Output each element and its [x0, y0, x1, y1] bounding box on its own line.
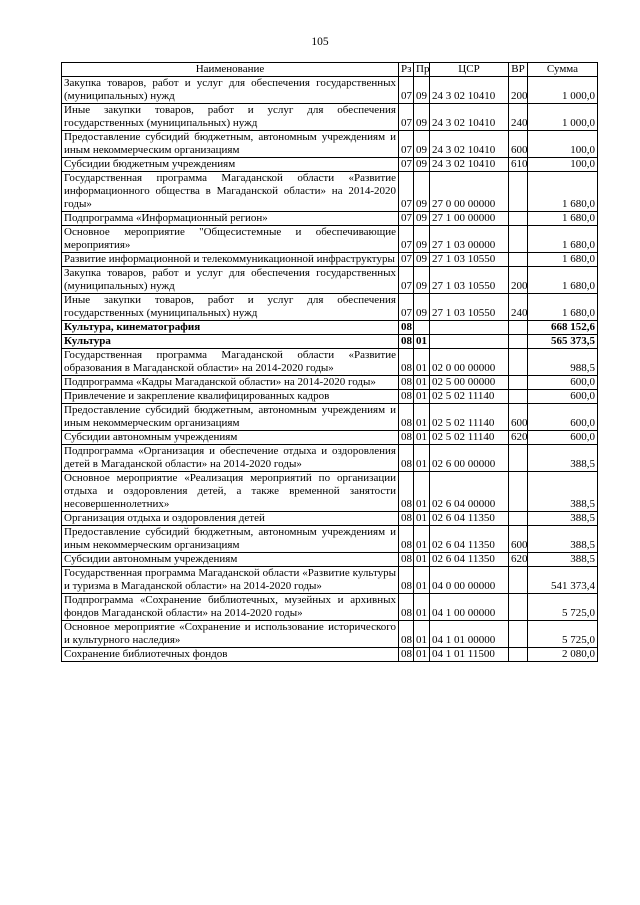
cell-csr: 02 6 00 00000: [430, 445, 509, 472]
cell-name: Предоставление субсидий бюджетным, автономным учреждениям и иным некоммерческим организациям: [62, 131, 399, 158]
cell-sum: 541 373,4: [528, 567, 598, 594]
cell-rz: 07: [399, 104, 414, 131]
cell-sum: 100,0: [528, 131, 598, 158]
cell-csr: 27 1 03 10550: [430, 267, 509, 294]
cell-sum: 600,0: [528, 376, 598, 390]
table-body: [62, 77, 598, 662]
table-row: [62, 621, 598, 648]
table-row: [62, 512, 598, 526]
cell-vr: [509, 594, 528, 621]
cell-rz: 08: [399, 621, 414, 648]
cell-pr: 09: [414, 77, 430, 104]
cell-name: Культура, кинематография: [62, 321, 399, 335]
cell-rz: 08: [399, 376, 414, 390]
cell-csr: 02 6 04 11350: [430, 553, 509, 567]
cell-csr: 02 5 02 11140: [430, 404, 509, 431]
table-row: [62, 445, 598, 472]
table-header: [62, 63, 598, 77]
cell-vr: 610: [509, 158, 528, 172]
cell-vr: [509, 376, 528, 390]
cell-pr: 09: [414, 131, 430, 158]
cell-name: Основное мероприятие "Общесистемные и обеспечивающие мероприятия»: [62, 226, 399, 253]
cell-vr: [509, 472, 528, 512]
cell-pr: 01: [414, 648, 430, 662]
cell-name: Государственная программа Магаданской области «Развитие информационного общества в Магаданской области» на 2014-2020 годы»: [62, 172, 399, 212]
cell-csr: 02 5 00 00000: [430, 376, 509, 390]
table-row: [62, 158, 598, 172]
cell-csr: 27 1 03 10550: [430, 294, 509, 321]
cell-pr: [414, 321, 430, 335]
cell-csr: 24 3 02 10410: [430, 77, 509, 104]
cell-pr: 01: [414, 621, 430, 648]
cell-csr: 02 0 00 00000: [430, 349, 509, 376]
cell-csr: 27 1 03 10550: [430, 253, 509, 267]
cell-vr: 200: [509, 77, 528, 104]
cell-rz: 07: [399, 212, 414, 226]
cell-csr: 02 5 02 11140: [430, 431, 509, 445]
cell-pr: 09: [414, 253, 430, 267]
cell-sum: 600,0: [528, 431, 598, 445]
cell-pr: 09: [414, 158, 430, 172]
cell-name: Сохранение библиотечных фондов: [62, 648, 399, 662]
header-name: Наименование: [62, 63, 399, 77]
table-row: [62, 335, 598, 349]
cell-sum: 1 680,0: [528, 253, 598, 267]
table-row: [62, 404, 598, 431]
cell-csr: 04 1 01 00000: [430, 621, 509, 648]
cell-csr: 04 0 00 00000: [430, 567, 509, 594]
cell-sum: 600,0: [528, 390, 598, 404]
cell-csr: 02 5 02 11140: [430, 390, 509, 404]
cell-rz: 07: [399, 294, 414, 321]
cell-name: Предоставление субсидий бюджетным, автономным учреждениям и иным некоммерческим организациям: [62, 526, 399, 553]
cell-sum: 388,5: [528, 526, 598, 553]
cell-vr: [509, 648, 528, 662]
cell-name: Предоставление субсидий бюджетным, автономным учреждениям и иным некоммерческим организациям: [62, 404, 399, 431]
cell-pr: 09: [414, 212, 430, 226]
cell-pr: 09: [414, 104, 430, 131]
table-row: [62, 553, 598, 567]
cell-sum: 988,5: [528, 349, 598, 376]
cell-vr: [509, 321, 528, 335]
table-row: [62, 212, 598, 226]
cell-vr: [509, 212, 528, 226]
cell-sum: 1 000,0: [528, 104, 598, 131]
cell-name: Подпрограмма «Кадры Магаданской области» на 2014-2020 годы»: [62, 376, 399, 390]
cell-name: Развитие информационной и телекоммуникационной инфраструктуры: [62, 253, 399, 267]
cell-name: Закупка товаров, работ и услуг для обеспечения государственных (муниципальных) нужд: [62, 267, 399, 294]
budget-table: [61, 62, 598, 662]
table-row: [62, 267, 598, 294]
cell-sum: 5 725,0: [528, 621, 598, 648]
table-row: [62, 526, 598, 553]
table-row: [62, 172, 598, 212]
cell-rz: 08: [399, 472, 414, 512]
cell-pr: 01: [414, 526, 430, 553]
cell-rz: 08: [399, 431, 414, 445]
cell-vr: 240: [509, 294, 528, 321]
cell-sum: 100,0: [528, 158, 598, 172]
cell-rz: 07: [399, 131, 414, 158]
header-sum: Сумма: [528, 63, 598, 77]
cell-name: Субсидии автономным учреждениям: [62, 431, 399, 445]
cell-rz: 08: [399, 321, 414, 335]
cell-rz: 08: [399, 648, 414, 662]
cell-sum: 565 373,5: [528, 335, 598, 349]
cell-name: Организация отдыха и оздоровления детей: [62, 512, 399, 526]
cell-csr: 24 3 02 10410: [430, 158, 509, 172]
table-row: [62, 104, 598, 131]
cell-pr: 09: [414, 172, 430, 212]
cell-rz: 07: [399, 253, 414, 267]
cell-pr: 01: [414, 431, 430, 445]
cell-name: Субсидии автономным учреждениям: [62, 553, 399, 567]
cell-vr: [509, 445, 528, 472]
table-row: [62, 77, 598, 104]
cell-pr: 09: [414, 267, 430, 294]
cell-sum: 388,5: [528, 553, 598, 567]
cell-vr: [509, 567, 528, 594]
table-row: [62, 648, 598, 662]
cell-rz: 07: [399, 158, 414, 172]
cell-vr: 600: [509, 131, 528, 158]
table-row: [62, 349, 598, 376]
cell-sum: 388,5: [528, 512, 598, 526]
cell-vr: [509, 390, 528, 404]
cell-vr: [509, 512, 528, 526]
cell-name: Подпрограмма «Сохранение библиотечных, музейных и архивных фондов Магаданской области» на 2014-2020 годы»: [62, 594, 399, 621]
cell-rz: 07: [399, 267, 414, 294]
cell-csr: 27 1 03 00000: [430, 226, 509, 253]
cell-rz: 08: [399, 553, 414, 567]
cell-vr: 200: [509, 267, 528, 294]
cell-vr: [509, 349, 528, 376]
cell-rz: 08: [399, 404, 414, 431]
cell-sum: 1 680,0: [528, 226, 598, 253]
cell-csr: [430, 335, 509, 349]
cell-rz: 08: [399, 445, 414, 472]
table-row: [62, 390, 598, 404]
cell-vr: 620: [509, 431, 528, 445]
cell-name: Государственная программа Магаданской области «Развитие образования в Магаданской области» на 2014-2020 годы»: [62, 349, 399, 376]
cell-name: Иные закупки товаров, работ и услуг для обеспечения государственных (муниципальных) нужд: [62, 104, 399, 131]
cell-rz: 08: [399, 390, 414, 404]
cell-sum: 2 080,0: [528, 648, 598, 662]
cell-vr: [509, 253, 528, 267]
cell-csr: 04 1 00 00000: [430, 594, 509, 621]
table-row: [62, 253, 598, 267]
cell-name: Привлечение и закрепление квалифицированных кадров: [62, 390, 399, 404]
cell-sum: 388,5: [528, 472, 598, 512]
header-row: [62, 63, 598, 77]
cell-name: Закупка товаров, работ и услуг для обеспечения государственных (муниципальных) нужд: [62, 77, 399, 104]
cell-csr: [430, 321, 509, 335]
cell-rz: 07: [399, 172, 414, 212]
cell-pr: 01: [414, 349, 430, 376]
header-pr: Пр: [414, 63, 430, 77]
cell-sum: 5 725,0: [528, 594, 598, 621]
cell-sum: 1 680,0: [528, 172, 598, 212]
cell-rz: 07: [399, 226, 414, 253]
table-row: [62, 376, 598, 390]
cell-name: Подпрограмма «Организация и обеспечение отдыха и оздоровления детей в Магаданской области» на 2014-2020 годы»: [62, 445, 399, 472]
cell-name: Государственная программа Магаданской области «Развитие культуры и туризма в Магаданской области» на 2014-2020 годы»: [62, 567, 399, 594]
cell-name: Основное мероприятие «Сохранение и использование исторического и культурного наследия»: [62, 621, 399, 648]
cell-csr: 27 0 00 00000: [430, 172, 509, 212]
cell-csr: 02 6 04 00000: [430, 472, 509, 512]
cell-pr: 01: [414, 335, 430, 349]
cell-pr: 01: [414, 512, 430, 526]
cell-sum: 600,0: [528, 404, 598, 431]
cell-vr: [509, 172, 528, 212]
cell-csr: 24 3 02 10410: [430, 104, 509, 131]
cell-rz: 07: [399, 77, 414, 104]
cell-pr: 09: [414, 294, 430, 321]
cell-vr: [509, 226, 528, 253]
cell-vr: 600: [509, 404, 528, 431]
cell-vr: 620: [509, 553, 528, 567]
cell-rz: 08: [399, 526, 414, 553]
header-rz: Рз: [399, 63, 414, 77]
cell-pr: 01: [414, 445, 430, 472]
header-csr: ЦСР: [430, 63, 509, 77]
table-row: [62, 594, 598, 621]
cell-vr: 240: [509, 104, 528, 131]
cell-name: Субсидии бюджетным учреждениям: [62, 158, 399, 172]
cell-sum: 1 680,0: [528, 267, 598, 294]
cell-csr: 04 1 01 11500: [430, 648, 509, 662]
cell-rz: 08: [399, 567, 414, 594]
cell-csr: 24 3 02 10410: [430, 131, 509, 158]
cell-rz: 08: [399, 335, 414, 349]
table-row: [62, 294, 598, 321]
cell-pr: 09: [414, 226, 430, 253]
cell-name: Подпрограмма «Информационный регион»: [62, 212, 399, 226]
cell-name: Основное мероприятие «Реализация мероприятий по организации отдыха и оздоровления детей, а также временной занятости несовершеннолетних»: [62, 472, 399, 512]
table-row: [62, 226, 598, 253]
table-row: [62, 321, 598, 335]
cell-vr: [509, 621, 528, 648]
cell-pr: 01: [414, 472, 430, 512]
cell-rz: 08: [399, 594, 414, 621]
table-row: [62, 131, 598, 158]
cell-pr: 01: [414, 404, 430, 431]
cell-pr: 01: [414, 594, 430, 621]
cell-name: Иные закупки товаров, работ и услуг для обеспечения государственных (муниципальных) нужд: [62, 294, 399, 321]
cell-vr: 600: [509, 526, 528, 553]
cell-csr: 02 6 04 11350: [430, 526, 509, 553]
cell-sum: 1 680,0: [528, 212, 598, 226]
cell-name: Культура: [62, 335, 399, 349]
cell-pr: 01: [414, 390, 430, 404]
table-row: [62, 567, 598, 594]
cell-pr: 01: [414, 376, 430, 390]
cell-csr: 02 6 04 11350: [430, 512, 509, 526]
cell-sum: 1 680,0: [528, 294, 598, 321]
page-number: 105: [311, 36, 329, 48]
cell-vr: [509, 335, 528, 349]
cell-rz: 08: [399, 512, 414, 526]
cell-sum: 668 152,6: [528, 321, 598, 335]
cell-pr: 01: [414, 567, 430, 594]
cell-csr: 27 1 00 00000: [430, 212, 509, 226]
table-row: [62, 472, 598, 512]
cell-sum: 1 000,0: [528, 77, 598, 104]
header-vr: ВР: [509, 63, 528, 77]
cell-sum: 388,5: [528, 445, 598, 472]
table-row: [62, 431, 598, 445]
cell-rz: 08: [399, 349, 414, 376]
cell-pr: 01: [414, 553, 430, 567]
